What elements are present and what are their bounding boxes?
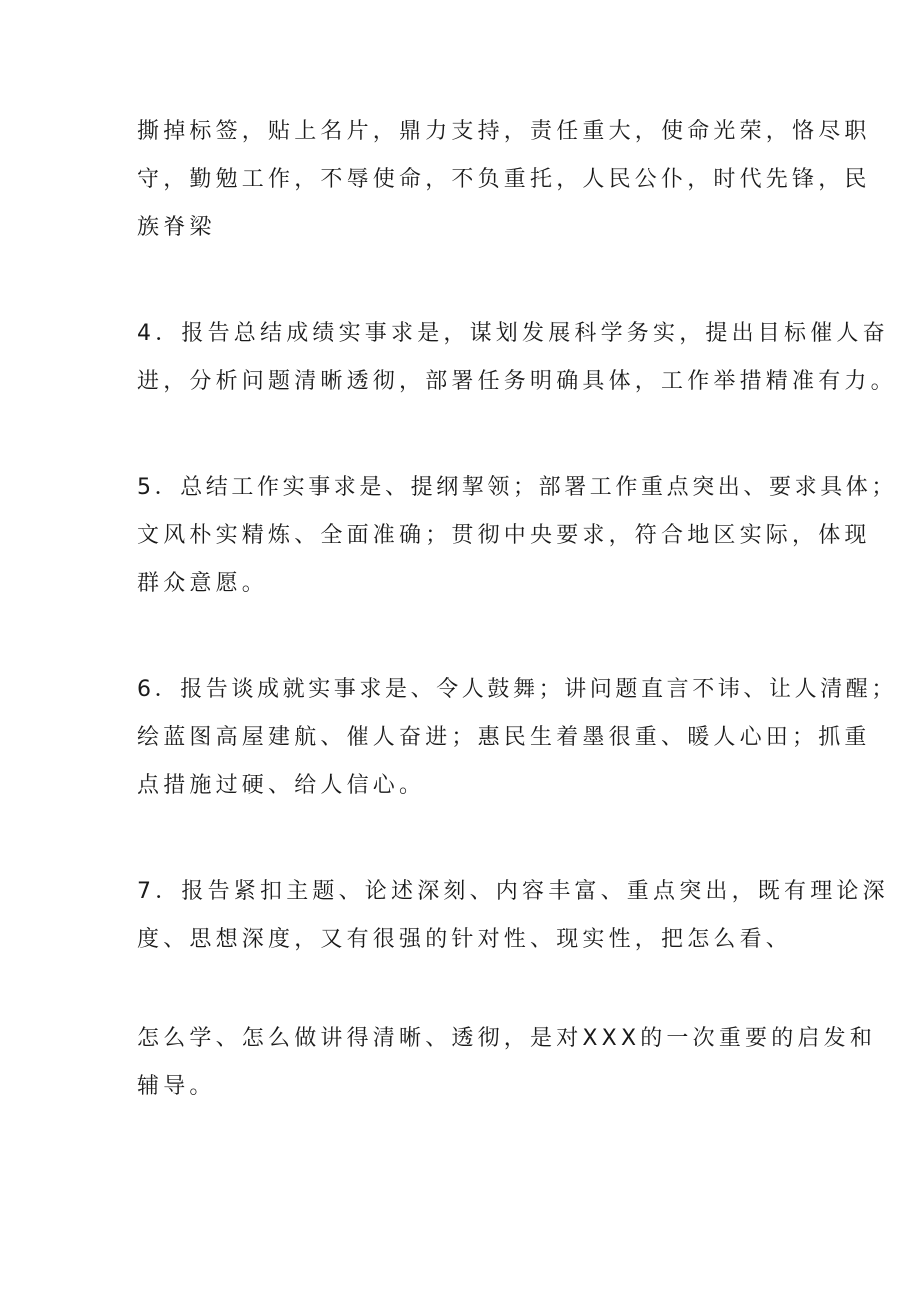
paragraph-3-line-2: 守，勤勉工作，不辱使命，不负重托，人民公仆，时代先锋，民 [137,167,871,192]
paragraph-5-line-2: 文风朴实精炼、全面准确；贯彻中央要求，符合地区实际，体现 [137,523,871,548]
paragraph-6-line-1: 6．报告谈成就实事求是、令人鼓舞；讲问题直言不讳、让人清醒； [137,677,897,702]
paragraph-7-line-2: 度、思想深度，又有很强的针对性、现实性，把怎么看、 [137,927,793,952]
paragraph-5-line-1: 5．总结工作实事求是、提纲挈领；部署工作重点突出、要求具体； [137,475,897,500]
paragraph-3-line-3: 族脊梁 [137,215,216,240]
paragraph-8-line-1: 怎么学、怎么做讲得清晰、透彻，是对XXX的一次重要的启发和 [137,1026,877,1051]
paragraph-3-line-1: 撕掉标签，贴上名片，鼎力支持，责任重大，使命光荣，恪尽职 [137,119,871,144]
paragraph-4-line-1: 4．报告总结成绩实事求是，谋划发展科学务实，提出目标催人奋 [137,321,889,346]
paragraph-7-line-1: 7．报告紧扣主题、论述深刻、内容丰富、重点突出，既有理论深 [137,879,889,904]
paragraph-5-line-3: 群众意愿。 [137,571,269,596]
paragraph-4-line-2: 进，分析问题清晰透彻，部署任务明确具体，工作举措精准有力。 [137,369,897,394]
paragraph-6-line-3: 点措施过硬、给人信心。 [137,773,426,798]
paragraph-6-line-2: 绘蓝图高屋建航、催人奋进；惠民生着墨很重、暖人心田；抓重 [137,725,871,750]
paragraph-8-line-2: 辅导。 [137,1074,216,1099]
